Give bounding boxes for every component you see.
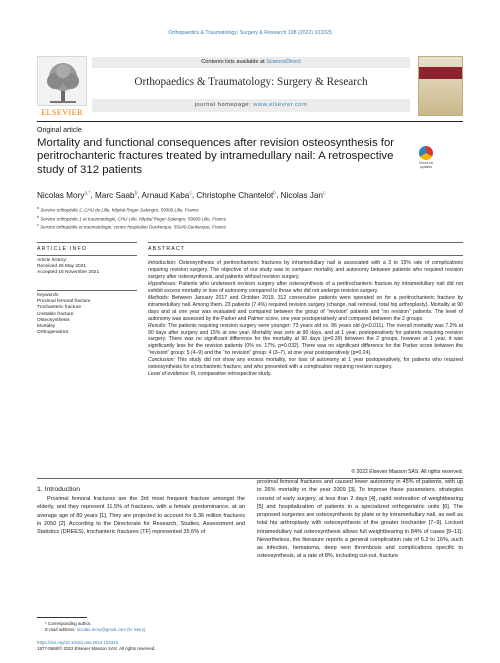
header-divider bbox=[37, 121, 463, 122]
doi-link[interactable]: https://doi.org/10.1016/j.otsr.2022.103325 bbox=[37, 640, 119, 645]
author-name: Arnaud Kaba$^c$ bbox=[141, 190, 192, 200]
publisher-wordmark: ELSEVIER bbox=[41, 108, 83, 117]
keyword-item: Trochanteric fracture bbox=[37, 305, 82, 311]
introduction-heading: 1. Introduction bbox=[37, 486, 81, 493]
keywords-block: Keywords: Proximal femoral fracture Trochanteric fracture Unstable fracture Osteosynthesis Mortality Orthogeriatrics bbox=[37, 293, 137, 336]
footnote: * Corresponding author. E-mail address: nicolas.mory@gmail.com (N. Mory). bbox=[45, 621, 147, 632]
abstract-paragraph: Hypotheses: Patients who underwent revision surgery after osteosynthesis of a peritrochanteric fracture by intramedullary nail did not exhibit excess mortality or loss of autonomy compared to those who did not undergo revision surgery. bbox=[148, 280, 463, 294]
info-mid-rule bbox=[37, 290, 137, 291]
homepage-bar bbox=[92, 99, 410, 112]
abstract-paragraph: Results: The patients requiring revision surgery were younger: 73 years old vs. 86 years old (p<0.011). The overall mortality was 7.2% at 90 days after surgery and 15% at one year. Mortality was zero at 90 days, and at 1 year, postoperatively for patients requiring revision surgery. There was no significant difference for the mortality at 90 days (p=0.39) between the 2 groups, however at 1 year, it was significantly less for the revision patients (0% vs. 17%, p=0.032). There was no significant difference for the Parker score between the “revision” group: 5 (4–9) and the “no revision” group: 4 (3–7), at one year postoperatively (p=0.24). bbox=[148, 322, 463, 357]
introduction-right-column: proximal femoral fractures and caused lower autonomy in 45% of patients, with up to 26% mortality in the year 2009 [3]. To improve these parameters, strategies consist of early surgery, at less than 2 days [4], rapid restoration of weightbearing [5] and hospitalization of patients in a specialized orthogeriatric units [6]. The proposed surgeries are osteosynthesis by plate or by intramedullary nail, as well as total hip arthroplasty with osteosynthesis of the greater trochanter [7–9]. Locked intramedullary nail osteosynthesis allows full weightbearing in 84% of cases [9–11]. Nevertheless, the literature reports a general complication rate of 6.2 to 16%, such as infection, hematoma, deep vein thrombosis and complications specific to osteosynthesis, at a rate of 8%, including cut-out, fracture bbox=[257, 479, 463, 560]
affiliation-item: $^c$ Service orthopédie et traumatologie, centre hospitalier Dunkerque, 59240 Dunkerque, France bbox=[37, 223, 226, 230]
homepage-link[interactable]: www.elsevier.com bbox=[253, 102, 308, 108]
abstract-paragraph: Conclusion: This study did not show any excess mortality, nor loss of autonomy at 1 year postoperatively, for patients who required osteosynthesis for a trochanteric fracture, and who presented with a complication requiring revision surgery. bbox=[148, 357, 463, 371]
issn-line: 1877-0568/© 2022 Elsevier Masson SAS. All rights reserved. bbox=[37, 646, 156, 651]
journal-title: Orthopaedics & Traumatology: Surgery & Research bbox=[134, 76, 368, 88]
keyword-item: Proximal femoral fracture bbox=[37, 299, 91, 305]
crossmark-label: Check for updates bbox=[418, 161, 434, 169]
journal-reference: Orthopaedics & Traumatology: Surgery & Research 108 (2022) 103325 bbox=[168, 30, 332, 36]
abstract-top-rule bbox=[148, 242, 463, 243]
copyright-line: © 2022 Elsevier Masson SAS. All rights reserved. bbox=[351, 469, 463, 475]
author-affiliation-marker[interactable]: b bbox=[134, 190, 138, 196]
keyword-item: Orthogeriatrics bbox=[37, 330, 69, 336]
author-affiliation-marker[interactable]: c bbox=[189, 190, 192, 196]
abstract-paragraph: Level of evidence: III, comparative retrospective study. bbox=[148, 371, 272, 378]
crossmark-icon bbox=[419, 146, 433, 160]
contents-prefix: Contents lists available at bbox=[201, 59, 265, 65]
article-info-heading: ARTICLE INFO bbox=[37, 246, 88, 252]
author-name: Marc Saab$^b$ bbox=[95, 190, 138, 200]
keyword-item: Mortality bbox=[37, 324, 56, 330]
elsevier-tree-icon bbox=[37, 56, 87, 106]
info-top-rule bbox=[37, 242, 137, 243]
article-history: Article history: Received 26 May 2021 Accepted 16 November 2021 bbox=[37, 258, 100, 276]
keyword-item: Osteosynthesis bbox=[37, 317, 70, 323]
journal-cover-image bbox=[418, 56, 463, 116]
introduction-left-column: Proximal femoral fractures are the 3rd most frequent fracture amongst the elderly, and they represent 11.5% of fractures, with a female predominance, at an average age of 80 years [1]. They are projected to account for 6.36 million fractures in 2050 [2]. According to the Directorate for Research, Studies, Assessment and Statistics (DREES), trochanteric fractures (TF) represented 35.6% of bbox=[37, 496, 245, 535]
footnote-rule bbox=[37, 617, 87, 618]
author-name: Nicolas Mory$^{a,*}$ bbox=[37, 190, 91, 200]
crossmark-badge[interactable] bbox=[415, 146, 437, 169]
elsevier-logo bbox=[37, 56, 87, 118]
affiliations bbox=[37, 205, 463, 231]
contents-bar bbox=[92, 57, 410, 68]
article-type: Original article bbox=[37, 127, 82, 134]
abstract-heading-rule bbox=[148, 255, 463, 256]
affiliation-item: $^a$ Service orthopédie 2, CHU de Lille, hôpital Roger-Salengro, 59000 Lille, France bbox=[37, 206, 199, 213]
bottom-info bbox=[37, 640, 287, 652]
author-email-link[interactable]: nicolas.mory@gmail.com (N. Mory). bbox=[76, 627, 147, 632]
author-affiliation-marker[interactable]: c bbox=[322, 190, 326, 196]
abstract-paragraph: Methods: Between January 2017 and October 2019, 312 consecutive patients were operated on for a peritrochanteric fracture by intramedullary nail. Among them, 23 patients (7.4%) required revision surgery (change, nail removal, total hip arthroplasty). Mortality at 90 days and at one year was evaluated and compared between the group of “revision” patients and “no revision” patients. The level of autonomy was assessed by the Parker and Palmer score, one year postoperatively and compared between the 2 groups. bbox=[148, 294, 463, 322]
author-name: Nicolas Jan$^c$ bbox=[280, 190, 326, 200]
keyword-item: Unstable fracture bbox=[37, 311, 74, 317]
author-affiliation-marker[interactable]: b bbox=[273, 190, 277, 196]
author-affiliation-marker[interactable]: a,* bbox=[84, 190, 91, 196]
author-name: Christophe Chantelot$^b$ bbox=[196, 190, 277, 200]
sciencedirect-link[interactable]: ScienceDirect bbox=[266, 59, 301, 65]
info-heading-rule bbox=[37, 255, 137, 256]
affiliation-item: $^b$ Service orthopédie 1 et traumatologie, CHU Lille, hôpital Roger-Salengro, 59000 Lille, France bbox=[37, 214, 227, 222]
abstract-heading: ABSTRACT bbox=[148, 246, 186, 252]
author-list: Nicolas Mory$^{a,*}$, Marc Saab$^b$, Arnaud Kaba$^c$, Christophe Chantelot$^b$, Nicolas Jan$^c$ bbox=[37, 190, 326, 200]
homepage-prefix: journal homepage: bbox=[194, 102, 252, 108]
abstract-body bbox=[148, 260, 463, 378]
article-title: Mortality and functional consequences after revision osteosynthesis for peritrochanteric fractures treated by intramedullary nail: A retrospective study of 312 patients bbox=[37, 137, 395, 176]
abstract-paragraph: Introduction: Osteosynthesis of peritrochanteric fractures by intramedullary nail is associated with a 3 to 15% rate of complications requiring revision surgery. The objective of our study was to compare mortality and autonomy between patients who required revision surgery after osteosynthesis, and patients without revision surgery. bbox=[148, 260, 463, 280]
